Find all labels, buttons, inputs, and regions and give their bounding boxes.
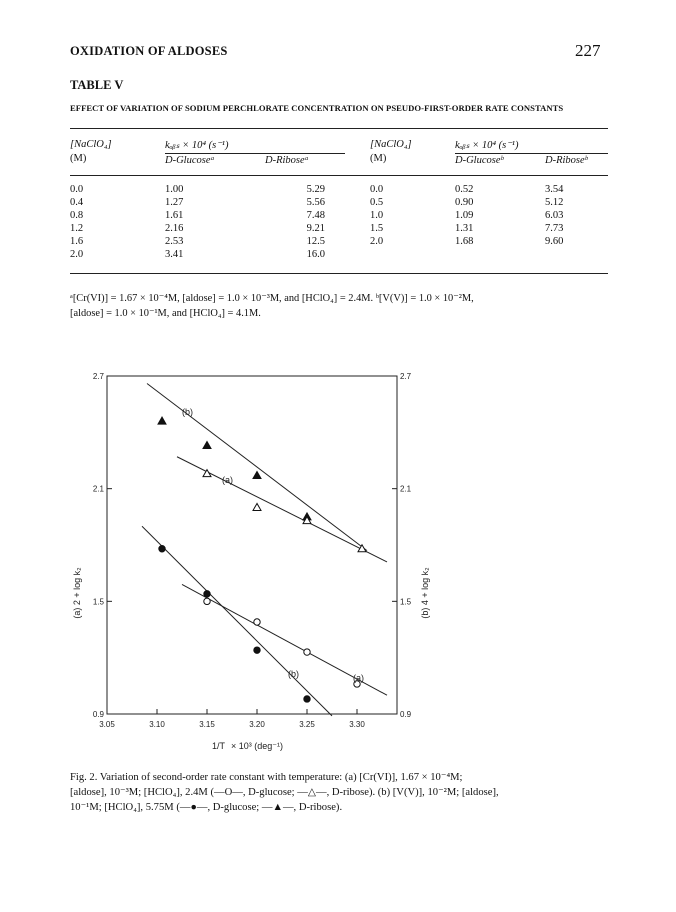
- table-cell: 0.0: [370, 184, 384, 195]
- caption-line: [aldose], 10⁻³M; [HClO₄], 2.4M (—O—, D-glucose; —△—, D-ribose). (b) [V(V)], 10⁻²M; [aldose],: [70, 787, 499, 798]
- figure-2: [70, 368, 470, 763]
- rate-temperature-chart: [70, 368, 470, 758]
- table-cell: 5.56: [306, 197, 325, 208]
- right-col-glucose: D-Glucoseᵇ: [455, 155, 504, 166]
- table-cell: 1.6: [70, 236, 84, 247]
- left-kobs-header: kₒᵦₛ × 10⁴ (s⁻¹): [165, 140, 229, 151]
- table-cell: 0.4: [70, 197, 84, 208]
- table-cell: 2.0: [370, 236, 384, 247]
- table-cell: 1.68: [455, 236, 474, 247]
- table-header-rule: [70, 175, 608, 176]
- table-cell: 6.03: [545, 210, 564, 221]
- table-cell: 0.0: [70, 184, 84, 195]
- table-cell: 1.27: [165, 197, 184, 208]
- y-axis-left-label: (a) 2 + log k₂: [72, 567, 82, 619]
- table-cell: 0.5: [370, 197, 384, 208]
- x-axis-label-fraction: 1/T: [211, 741, 225, 751]
- y-tick-label-left: 2.1: [92, 484, 104, 494]
- y-tick-label-left: 0.9: [92, 710, 104, 719]
- table-cell: 3.54: [545, 184, 564, 195]
- table-bottom-rule: [70, 273, 608, 274]
- fit-line: [142, 526, 332, 716]
- y-tick-label-left: 1.5: [92, 597, 104, 607]
- series-annotation: (a): [353, 673, 364, 683]
- footnote-line: ᵃ[Cr(VI)] = 1.67 × 10⁻⁴M, [aldose] = 1.0 × 10⁻³M, and [HClO₄] = 2.4M. ᵇ[V(V)] = 1.0 × 10⁻²M,: [70, 293, 474, 304]
- right-kobs-rule: [455, 153, 608, 154]
- right-kobs-header: kₒᵦₛ × 10⁴ (s⁻¹): [455, 140, 519, 151]
- data-point: [204, 598, 210, 604]
- right-conc-header: [NaClO₄]: [370, 139, 412, 150]
- table-cell: 12.5: [306, 236, 325, 247]
- data-point: [159, 546, 165, 552]
- table-cell: 9.21: [306, 223, 325, 234]
- table-top-rule: [70, 128, 608, 129]
- table-caption: EFFECT OF VARIATION OF SODIUM PERCHLORATE CONCENTRATION ON PSEUDO-FIRST-ORDER RATE CONSTANTS: [70, 103, 564, 113]
- x-tick-label: 3.10: [149, 720, 165, 729]
- data-point: [253, 503, 261, 510]
- x-tick-label: 3.05: [99, 720, 115, 729]
- data-point: [254, 619, 260, 625]
- fit-line: [147, 384, 367, 551]
- y-tick-label-right: 2.1: [400, 484, 412, 494]
- table-cell: 3.41: [165, 249, 184, 260]
- left-col-ribose: D-Riboseᵃ: [265, 155, 309, 166]
- data-point: [203, 441, 211, 448]
- series-annotation: (b): [288, 669, 299, 679]
- y-axis-right-label: (b) 4 + log k₂: [420, 567, 430, 619]
- table-cell: 0.52: [455, 184, 474, 195]
- table-cell: 0.90: [455, 197, 474, 208]
- page-number: 227: [575, 41, 601, 60]
- table-cell: 1.61: [165, 210, 184, 221]
- right-conc-unit: (M): [370, 153, 387, 164]
- right-col-ribose: D-Riboseᵇ: [545, 155, 588, 166]
- running-title: OXIDATION OF ALDOSES: [70, 44, 228, 58]
- table-cell: 2.53: [165, 236, 184, 247]
- table-cell: 2.0: [70, 249, 84, 260]
- x-axis-label: [212, 741, 283, 751]
- table-label: TABLE V: [70, 78, 124, 92]
- table-cell: 5.29: [306, 184, 325, 195]
- table-cell: 5.12: [545, 197, 564, 208]
- x-axis-label-units: × 10³ (deg⁻¹): [231, 741, 284, 751]
- y-tick-label-left: 2.7: [92, 372, 104, 381]
- table-cell: 1.0: [370, 210, 384, 221]
- left-kobs-rule: [165, 153, 345, 154]
- x-tick-label: 3.25: [299, 720, 315, 729]
- data-point: [254, 647, 260, 653]
- data-point: [304, 696, 310, 702]
- data-point: [204, 591, 210, 597]
- data-point: [304, 649, 310, 655]
- table-cell: 7.73: [545, 223, 564, 234]
- table-cell: 9.60: [545, 236, 564, 247]
- left-conc-header: [NaClO₄]: [70, 139, 112, 150]
- caption-line: 10⁻¹M; [HClO₄], 5.75M (—●—, D-glucose; —▲—, D-ribose).: [70, 802, 343, 813]
- x-tick-label: 3.30: [349, 720, 365, 729]
- table-cell: 2.16: [165, 223, 184, 234]
- figure-caption: [70, 770, 610, 815]
- table-cell: 1.31: [455, 223, 474, 234]
- y-tick-label-right: 2.7: [400, 372, 412, 381]
- table-cell: 1.2: [70, 223, 84, 234]
- x-tick-label: 3.15: [199, 720, 215, 729]
- table-cell: 1.5: [370, 223, 384, 234]
- x-tick-label: 3.20: [249, 720, 265, 729]
- table-cell: 1.09: [455, 210, 474, 221]
- left-col-glucose: D-Glucoseᵃ: [165, 155, 215, 166]
- data-point: [158, 417, 166, 424]
- table-cell: 1.00: [165, 184, 184, 195]
- series-annotation: (b): [182, 407, 193, 417]
- table-cell: 0.8: [70, 210, 84, 221]
- table-cell: 7.48: [306, 210, 325, 221]
- table-cell: 16.0: [306, 249, 325, 260]
- series-annotation: (a): [222, 475, 233, 485]
- footnote-line: [aldose] = 1.0 × 10⁻¹M, and [HClO₄] = 4.1M.: [70, 308, 261, 319]
- y-tick-label-right: 1.5: [400, 597, 412, 607]
- data-point: [253, 472, 261, 479]
- caption-line: Fig. 2. Variation of second-order rate constant with temperature: (a) [Cr(VI)], 1.67 × 10⁻⁴M;: [70, 772, 463, 783]
- table-footnote: [70, 291, 610, 321]
- y-tick-label-right: 0.9: [400, 710, 412, 719]
- left-conc-unit: (M): [70, 153, 87, 164]
